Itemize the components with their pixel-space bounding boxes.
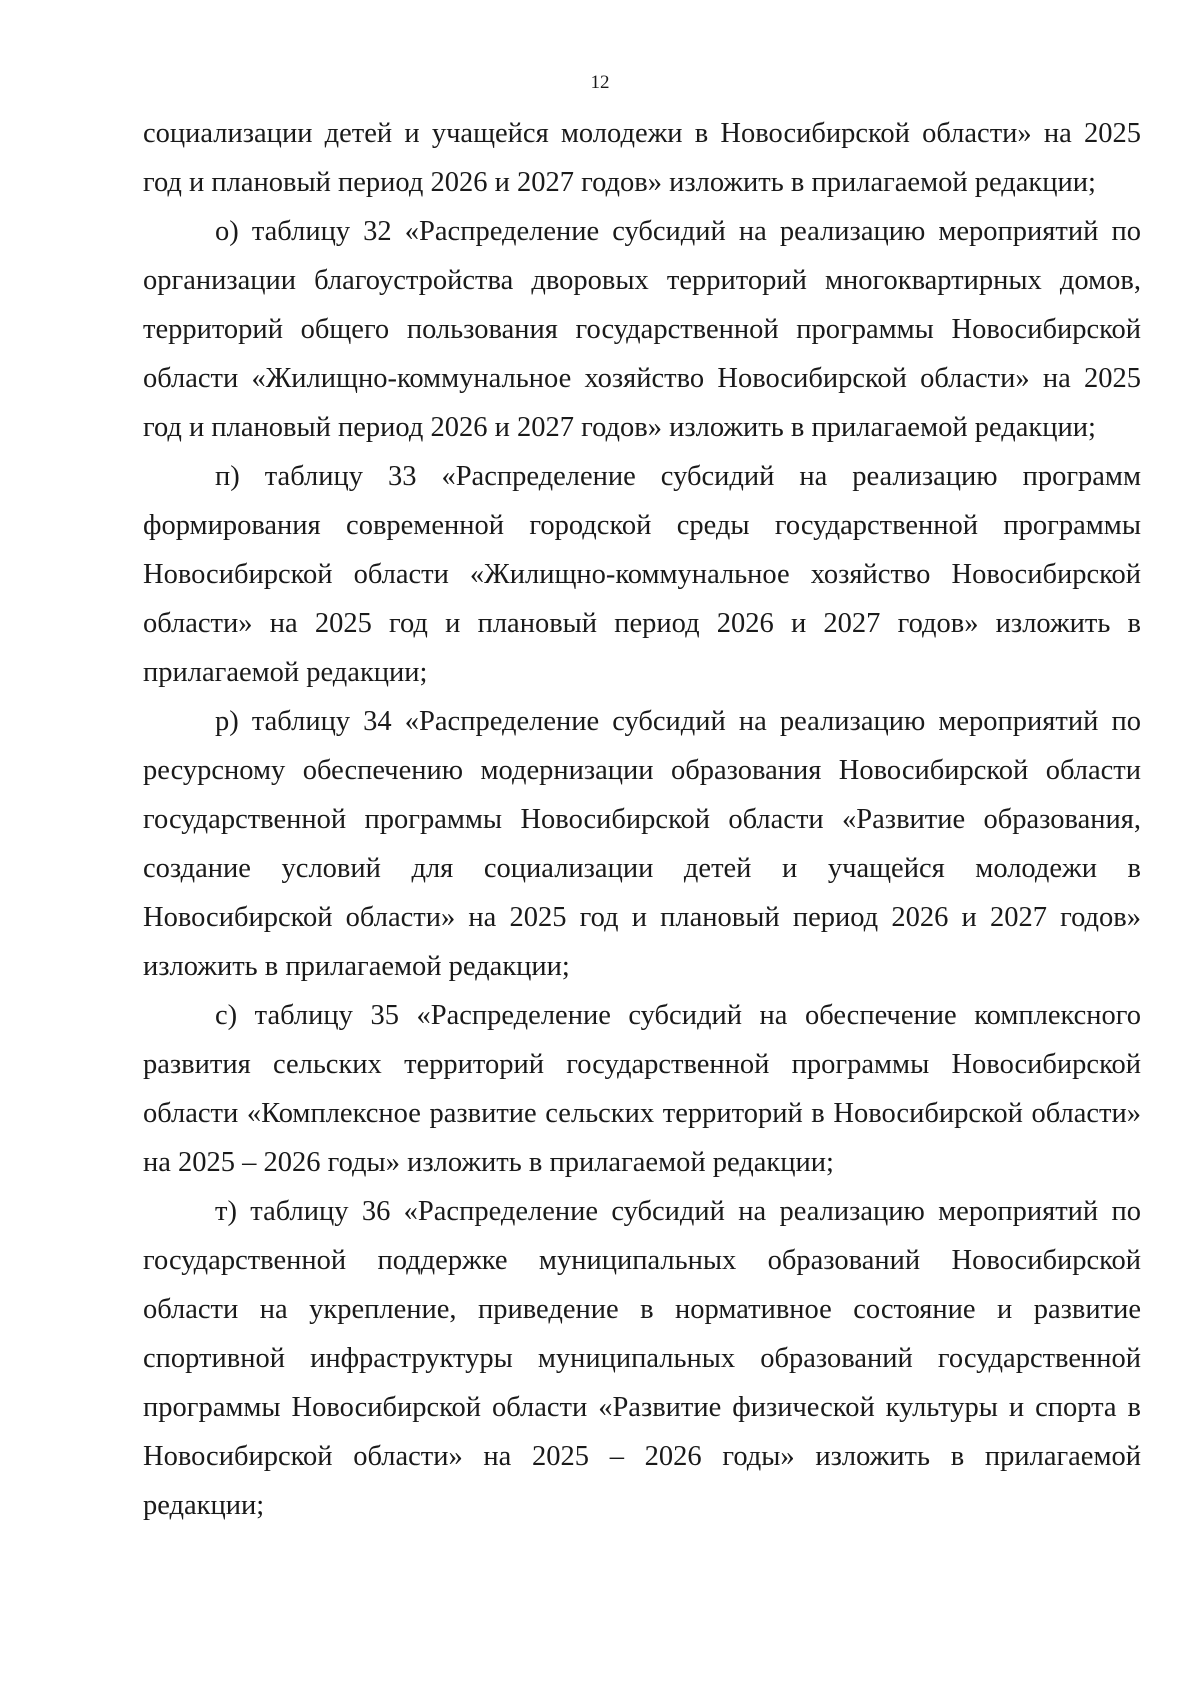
- page-number: 12: [590, 72, 610, 93]
- paragraph-item-p: п) таблицу 33 «Распределение субсидий на реализацию программ формирования современной городской среды государственной программы Новосибирской области «Жилищно-коммунальное хозяйство Новосибирской области» на 2025 год и плановый период 2026 и 2027 годов» изложить в прилагаемой редакции;: [143, 461, 1141, 688]
- paragraph-item-t: т) таблицу 36 «Распределение субсидий на реализацию мероприятий по государственной поддержке муниципальных образований Новосибирской области на укрепление, приведение в нормативное состояние и развитие спортивной инфраструктуры муниципальных образований государственной программы Новосибирской области «Развитие физической культуры и спорта в Новосибирской области» на 2025 – 2026 годы» изложить в прилагаемой редакции;: [143, 1196, 1141, 1521]
- paragraph-item-o: о) таблицу 32 «Распределение субсидий на реализацию мероприятий по организации благоустройства дворовых территорий многоквартирных домов, территорий общего пользования государственной программы Новосибирской области «Жилищно-коммунальное хозяйство Новосибирской области» на 2025 год и плановый период 2026 и 2027 годов» изложить в прилагаемой редакции;: [143, 216, 1141, 443]
- document-body: [143, 109, 1141, 1530]
- paragraph-item-r: р) таблицу 34 «Распределение субсидий на реализацию мероприятий по ресурсному обеспечению модернизации образования Новосибирской области государственной программы Новосибирской области «Развитие образования, создание условий для социализации детей и учащейся молодежи в Новосибирской области» на 2025 год и плановый период 2026 и 2027 годов» изложить в прилагаемой редакции;: [143, 706, 1141, 982]
- paragraph-continuation: социализации детей и учащейся молодежи в Новосибирской области» на 2025 год и плановый период 2026 и 2027 годов» изложить в прилагаемой редакции;: [143, 118, 1141, 198]
- paragraph-item-s: с) таблицу 35 «Распределение субсидий на обеспечение комплексного развития сельских территорий государственной программы Новосибирской области «Комплексное развитие сельских территорий в Новосибирской области» на 2025 – 2026 годы» изложить в прилагаемой редакции;: [143, 1000, 1141, 1178]
